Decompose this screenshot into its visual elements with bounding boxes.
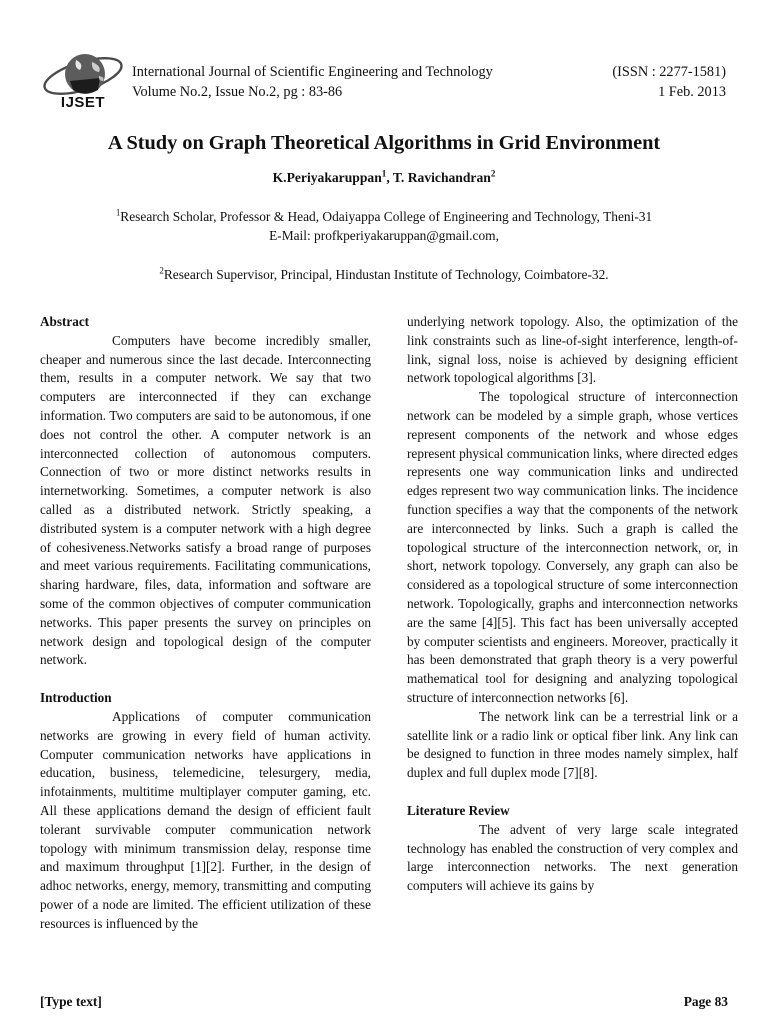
abstract-heading: Abstract [40,314,90,329]
author-1-marker: 1 [381,168,387,179]
body-columns [40,313,738,934]
affiliation-1-marker: 1 [115,207,121,218]
literature-review-heading: Literature Review [407,802,510,818]
ijset-logo [40,50,126,110]
journal-issn: (ISSN : 2277-1581) [612,64,726,80]
right-paragraph-1: underlying network topology. Also, the optimization of the link constraints such as line-of-sight interference, length-of-link, signal loss, noise is achieved by designing efficient network topological algorithms [3]. [407,314,738,386]
affiliation-1 [40,207,728,245]
right-paragraph-3: The network link can be a terrestrial link or a satellite link or a radio link or optical fiber link. Any link can be designed to function in three modes namely simplex, half duplex and full duplex mode [7][8]. [407,708,738,781]
author-list [40,169,728,187]
author-2: , T. Ravichandran [386,170,491,185]
introduction-heading: Introduction [40,690,112,706]
affiliation-1-text: Research Scholar, Professor & Head, Odaiyappa College of Engineering and Technology, Theni-31 [120,209,653,224]
footer-placeholder-text: [Type text] [40,994,102,1009]
masthead-row-2 [132,83,728,103]
author-2-marker: 2 [490,168,496,179]
literature-review-text: The advent of very large scale integrated technology has enabled the construction of very complex and large interconnection networks. The next generation computers will achieve its gains by [407,821,738,894]
author-email: E-Mail: profkperiyakaruppan@gmail.com, [269,228,499,243]
journal-masthead [40,0,728,112]
journal-title: International Journal of Scientific Engineering and Technology [132,64,493,80]
journal-volume: Volume No.2, Issue No.2, pg : 83-86 [132,83,343,100]
author-1: K.Periyakaruppan [272,170,382,185]
left-column [40,313,371,934]
paper-title: A Study on Graph Theoretical Algorithms in Grid Environment [107,132,661,154]
masthead-row-1 [132,63,728,83]
affiliation-2-text: Research Supervisor, Principal, Hindustan Institute of Technology, Coimbatore-32. [163,267,609,282]
abstract-text: Computers have become incredibly smaller, cheaper and numerous since the last decade. Interconnecting them, results in a computer network. We say that two computers are interconnected if they can exchange information. Two computers are said to be autonomous, if one does not control the other. A computer network is an interconnected collection of autonomous computers. Connection of two or more distinct networks results in internetworking. Sometimes, a computer network is also called as a distributed network. Strictly speaking, a distributed system is a computer network with a high degree of cohesiveness.Networks satisfy a broad range of purposes and meet various requirements. Facilitating communications, sharing hardware, files, data, information and software are some of the common objectives of computer communication networks. This paper presents the survey on principles on network design and topological design of the computer network. [40,332,371,668]
affiliation-2-marker: 2 [159,265,164,276]
introduction-text: Applications of computer communication networks are growing in every field of human activity. Computer communication networks have applications in education, business, telemedicine, telesurgery, media, infotainments, multitime multiplayer computer gaming, etc. All these applications demand the design of efficient fault tolerant survivable computer communication network topology with minimum transmission delay, response time and maximum throughput [1][2]. Further, in the design of adhoc networks, energy, memory, transmitting and computing power of a node are limited. The efficient utilization of these resources is influenced by the [40,708,371,931]
right-column [407,313,738,896]
masthead-text [126,50,728,102]
page-footer [40,994,728,1010]
affiliation-2 [40,265,728,284]
globe-icon [40,50,126,110]
ijset-logo-text: IJSET [60,94,106,110]
publication-date: 1 Feb. 2013 [658,83,726,100]
right-paragraph-2: The topological structure of interconnection network can be modeled by a simple graph, whose vertices represent components of the network and whose edges represent physical communication links, where directed edges represents one way communication links and undirected edges represent two way communication links. The incidence function specifies a way that the components of the network are interconnected by links. Such a graph is called the topological structure of the interconnection network, or, in short, network topology. Conversely, any graph can also be considered as a topological structure of some interconnection network. Topologically, graphs and interconnection networks are the same [4][5]. This fact has been universally accepted by computer scientists and engineers. Moreover, practically it has been demonstrated that graph theory is a very powerful mathematical tool for designing and analyzing topological structure of interconnection networks [6]. [407,389,738,705]
page-number: Page 83 [683,994,728,1009]
